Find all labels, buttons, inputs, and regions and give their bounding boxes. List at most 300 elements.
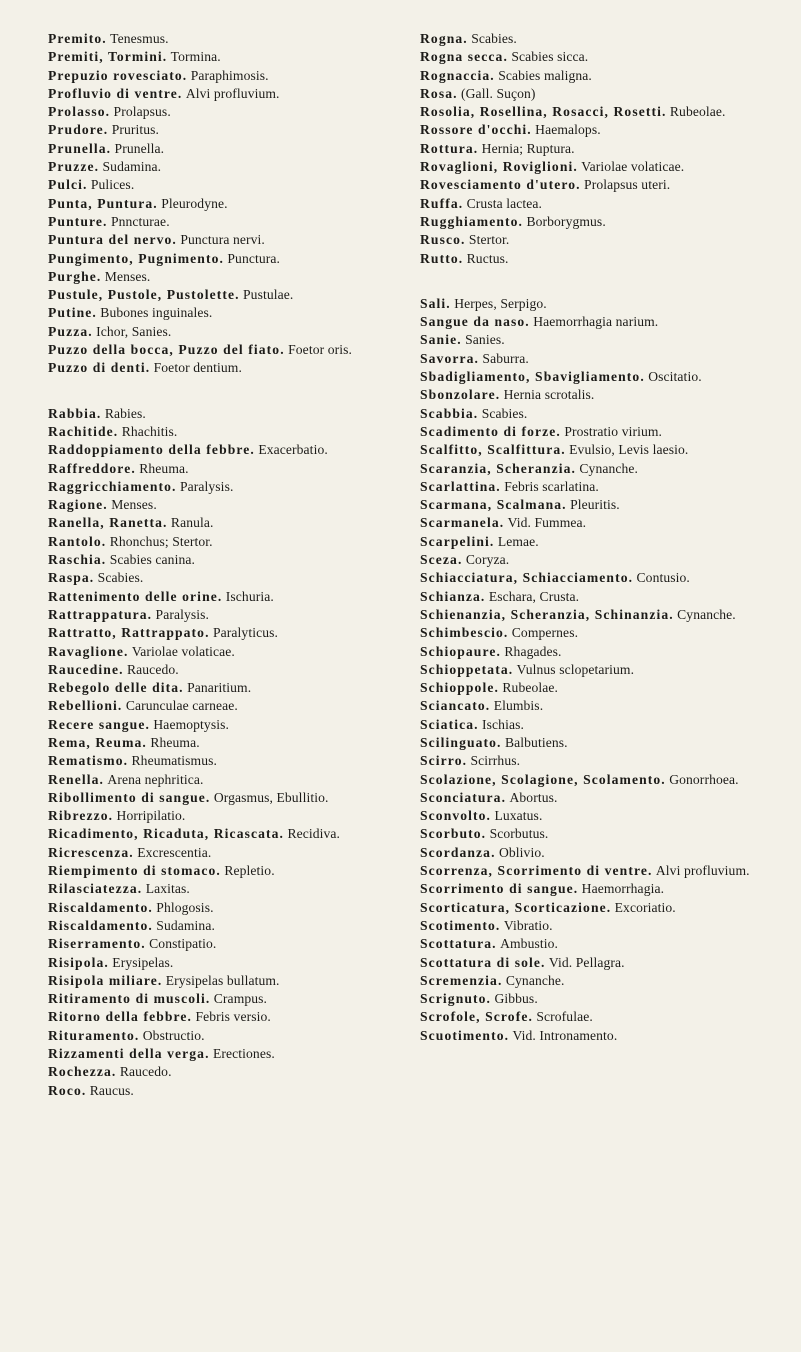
- entry-term: Ravaglione.: [48, 643, 129, 659]
- entry-definition: Prunella.: [114, 140, 165, 156]
- entry-definition: Vid. Intronamento.: [512, 1027, 618, 1043]
- dictionary-entry: [420, 231, 767, 249]
- dictionary-entry: [420, 313, 767, 331]
- entry-definition: Alvi profluvium.: [655, 863, 750, 879]
- dictionary-entry: [48, 661, 400, 679]
- entry-definition: Scorbutus.: [489, 826, 549, 842]
- dictionary-entry: [48, 304, 400, 322]
- entry-definition: Laxitas.: [145, 881, 190, 897]
- entry-term: Rognaccia.: [420, 67, 495, 83]
- dictionary-entry: [48, 862, 400, 880]
- entry-definition: Menses.: [104, 268, 151, 284]
- dictionary-entry: [48, 48, 400, 66]
- dictionary-entry: [48, 771, 400, 789]
- entry-definition: Herpes, Serpigo.: [454, 295, 547, 311]
- entry-definition: Repletio.: [224, 863, 275, 879]
- entry-definition: Erysipelas.: [112, 954, 174, 970]
- entry-definition: Balbutiens.: [504, 734, 568, 750]
- entry-term: Puzzo della bocca, Puzzo del fiato.: [48, 342, 285, 358]
- entry-definition: Raucus.: [89, 1082, 134, 1098]
- section-s: [420, 295, 767, 1045]
- entry-definition: Rheumatismus.: [131, 753, 218, 769]
- dictionary-entry: [420, 103, 767, 121]
- entry-definition: Variolae volaticae.: [581, 159, 685, 175]
- entry-term: Punta, Puntura.: [48, 195, 158, 211]
- dictionary-entry: [420, 1008, 767, 1026]
- section-gap: [420, 268, 767, 295]
- dictionary-entry: [48, 990, 400, 1008]
- entry-definition: Arena nephritica.: [107, 771, 204, 787]
- entry-definition: Scrofulae.: [536, 1009, 593, 1025]
- entry-term: Scirro.: [420, 753, 468, 769]
- entry-definition: Ischias.: [482, 716, 524, 732]
- dictionary-entry: [420, 697, 767, 715]
- entry-term: Sconvolto.: [420, 808, 492, 824]
- entry-definition: Pleurodyne.: [161, 195, 228, 211]
- entry-term: Scottatura.: [420, 936, 497, 952]
- entry-term: Rematismo.: [48, 753, 129, 769]
- entry-term: Puntura del nervo.: [48, 232, 177, 248]
- dictionary-entry: [420, 606, 767, 624]
- entry-definition: Borborygmus.: [526, 213, 606, 229]
- entry-definition: Gonorrhoea.: [669, 771, 739, 787]
- entry-definition: Gibbus.: [494, 991, 538, 1007]
- dictionary-entry: [48, 341, 400, 359]
- dictionary-entry: [420, 789, 767, 807]
- dictionary-entry: [420, 478, 767, 496]
- dictionary-entry: [48, 1082, 400, 1100]
- dictionary-entry: [48, 606, 400, 624]
- entry-definition: Ambustio.: [500, 936, 559, 952]
- dictionary-entry: [48, 789, 400, 807]
- entry-definition: Sudamina.: [102, 159, 162, 175]
- entry-term: Ranella, Ranetta.: [48, 515, 168, 531]
- entry-definition: Elumbis.: [493, 698, 544, 714]
- entry-term: Putine.: [48, 305, 97, 321]
- dictionary-entry: [420, 1027, 767, 1045]
- entry-term: Scorrenza, Scorrimento di ventre.: [420, 863, 653, 879]
- entry-term: Ribollimento di sangue.: [48, 789, 211, 805]
- dictionary-entry: [420, 195, 767, 213]
- entry-term: Rosa.: [420, 85, 458, 101]
- entry-definition: Orgasmus, Ebullitio.: [213, 789, 329, 805]
- entry-term: Rema, Reuma.: [48, 734, 147, 750]
- entry-definition: Rubeolae.: [502, 680, 559, 696]
- dictionary-entry: [48, 460, 400, 478]
- dictionary-entry: [48, 514, 400, 532]
- entry-definition: Cynanche.: [677, 606, 736, 622]
- entry-term: Rusco.: [420, 232, 466, 248]
- entry-term: Premito.: [48, 31, 107, 46]
- section-r-left: [48, 405, 400, 1100]
- right-column: [420, 30, 767, 1045]
- entry-definition: Vid. Fummea.: [507, 515, 587, 531]
- entry-term: Rantolo.: [48, 533, 107, 549]
- entry-term: Puzzo di denti.: [48, 360, 151, 376]
- entry-definition: Rhagades.: [504, 643, 562, 659]
- dictionary-entry: [48, 825, 400, 843]
- entry-term: Savorra.: [420, 350, 480, 366]
- entry-term: Rogna.: [420, 31, 468, 46]
- dictionary-entry: [48, 917, 400, 935]
- entry-definition: Scirrhus.: [470, 753, 521, 769]
- entry-term: Sbonzolare.: [420, 387, 501, 403]
- dictionary-entry: [420, 496, 767, 514]
- dictionary-entry: [48, 231, 400, 249]
- dictionary-entry: [420, 250, 767, 268]
- dictionary-entry: [420, 67, 767, 85]
- entry-term: Rugghiamento.: [420, 213, 524, 229]
- entry-definition: Obstructio.: [142, 1027, 205, 1043]
- dictionary-entry: [420, 972, 767, 990]
- entry-term: Schioppole.: [420, 680, 499, 696]
- entry-term: Scaranzia, Scheranzia.: [420, 460, 576, 476]
- entry-definition: Pruritus.: [111, 122, 160, 138]
- dictionary-entry: [48, 496, 400, 514]
- entry-definition: Rheuma.: [139, 460, 189, 476]
- entry-definition: Foetor dentium.: [153, 360, 242, 376]
- entry-term: Ruffa.: [420, 195, 464, 211]
- entry-definition: Ranula.: [170, 515, 214, 531]
- dictionary-entry: [48, 286, 400, 304]
- dictionary-entry: [48, 85, 400, 103]
- entry-definition: Pustulae.: [243, 287, 294, 303]
- entry-term: Scilinguato.: [420, 734, 502, 750]
- entry-definition: Excrescentia.: [137, 844, 212, 860]
- entry-term: Scalfitto, Scalfittura.: [420, 442, 566, 458]
- entry-definition: Paraphimosis.: [190, 67, 269, 83]
- dictionary-entry: [420, 441, 767, 459]
- entry-term: Rabbia.: [48, 405, 102, 421]
- entry-term: Raffreddore.: [48, 460, 136, 476]
- dictionary-entry: [48, 624, 400, 642]
- section-gap: [48, 378, 400, 405]
- entry-term: Schiopaure.: [420, 643, 501, 659]
- dictionary-entry: [420, 295, 767, 313]
- entry-term: Schioppetata.: [420, 661, 514, 677]
- entry-definition: Stertor.: [468, 232, 510, 248]
- entry-term: Premiti, Tormini.: [48, 49, 168, 65]
- entry-definition: Prolapsus uteri.: [584, 177, 671, 193]
- entry-term: Schianza.: [420, 588, 486, 604]
- entry-term: Rutto.: [420, 250, 464, 266]
- entry-term: Sali.: [420, 295, 451, 311]
- entry-definition: Oblivio.: [498, 844, 545, 860]
- entry-definition: Scabies.: [481, 405, 528, 421]
- dictionary-entry: [420, 624, 767, 642]
- entry-term: Sciancato.: [420, 698, 491, 714]
- entry-definition: Scabies canina.: [109, 552, 195, 568]
- entry-term: Rattratto, Rattrappato.: [48, 625, 210, 641]
- dictionary-entry: [48, 268, 400, 286]
- dictionary-entry: [420, 423, 767, 441]
- dictionary-entry: [420, 752, 767, 770]
- entry-term: Rituramento.: [48, 1027, 140, 1043]
- entry-definition: Coryza.: [465, 552, 510, 568]
- entry-term: Scorbuto.: [420, 826, 487, 842]
- entry-term: Sanie.: [420, 332, 462, 348]
- entry-definition: Cynanche.: [579, 460, 639, 476]
- entry-term: Punture.: [48, 213, 108, 229]
- dictionary-entry: [420, 954, 767, 972]
- entry-term: Scarmanela.: [420, 515, 505, 531]
- entry-term: Sconciatura.: [420, 789, 507, 805]
- entry-definition: Oscitatio.: [648, 369, 702, 385]
- entry-term: Raspa.: [48, 570, 95, 586]
- entry-term: Riscaldamento.: [48, 917, 153, 933]
- dictionary-entry: [420, 771, 767, 789]
- dictionary-entry: [48, 359, 400, 377]
- dictionary-entry: [420, 368, 767, 386]
- dictionary-entry: [420, 533, 767, 551]
- entry-term: Sceza.: [420, 552, 463, 568]
- entry-definition: Febris scarlatina.: [504, 478, 599, 494]
- entry-definition: Rhonchus; Stertor.: [109, 533, 213, 549]
- dictionary-entry: [48, 899, 400, 917]
- entry-definition: Raucedo.: [126, 661, 179, 677]
- entry-term: Scolazione, Scolagione, Scolamento.: [420, 771, 666, 787]
- dictionary-entry: [420, 85, 767, 103]
- dictionary-entry: [48, 158, 400, 176]
- dictionary-entry: [48, 103, 400, 121]
- dictionary-entry: [48, 569, 400, 587]
- entry-definition: Prostratio virium.: [564, 423, 663, 439]
- entry-definition: Pulices.: [90, 177, 135, 193]
- entry-definition: Phlogosis.: [156, 899, 214, 915]
- entry-definition: Horripilatio.: [116, 808, 186, 824]
- dictionary-entry: [420, 140, 767, 158]
- dictionary-entry: [48, 176, 400, 194]
- entry-term: Prepuzio rovesciato.: [48, 67, 188, 83]
- dictionary-entry: [48, 441, 400, 459]
- dictionary-entry: [420, 661, 767, 679]
- dictionary-entry: [420, 643, 767, 661]
- entry-definition: Alvi profluvium.: [185, 85, 280, 101]
- entry-term: Rachitide.: [48, 423, 119, 439]
- entry-term: Schiacciatura, Schiacciamento.: [420, 570, 634, 586]
- entry-definition: Ichor, Sanies.: [96, 323, 172, 339]
- entry-definition: Febris versio.: [195, 1009, 271, 1025]
- entry-term: Pruzze.: [48, 159, 100, 175]
- dictionary-entry: [420, 213, 767, 231]
- dictionary-entry: [420, 844, 767, 862]
- entry-term: Risipola miliare.: [48, 972, 163, 988]
- entry-term: Sciatica.: [420, 716, 479, 732]
- dictionary-entry: [48, 213, 400, 231]
- entry-definition: Prolapsus.: [113, 104, 171, 120]
- entry-term: Scordanza.: [420, 844, 496, 860]
- dictionary-entry: [48, 67, 400, 85]
- entry-definition: Bubones inguinales.: [100, 305, 213, 321]
- dictionary-entry: [420, 551, 767, 569]
- entry-term: Schienanzia, Scheranzia, Schinanzia.: [420, 606, 674, 622]
- entry-definition: Haemalops.: [535, 122, 601, 138]
- dictionary-entry: [420, 176, 767, 194]
- dictionary-entry: [48, 935, 400, 953]
- entry-definition: Paralysis.: [155, 606, 210, 622]
- dictionary-entry: [420, 588, 767, 606]
- entry-term: Scadimento di forze.: [420, 423, 561, 439]
- dictionary-entry: [420, 569, 767, 587]
- entry-term: Scorticatura, Scorticazione.: [420, 899, 612, 915]
- entry-definition: Eschara, Crusta.: [488, 588, 580, 604]
- entry-term: Ricrescenza.: [48, 844, 134, 860]
- dictionary-entry: [48, 752, 400, 770]
- dictionary-entry: [48, 405, 400, 423]
- entry-definition: Carunculae carneae.: [125, 698, 238, 714]
- entry-definition: Erysipelas bullatum.: [165, 972, 280, 988]
- entry-definition: Rheuma.: [150, 734, 200, 750]
- entry-term: Raddoppiamento della febbre.: [48, 442, 255, 458]
- entry-term: Rossore d'occhi.: [420, 122, 532, 138]
- entry-term: Ragione.: [48, 497, 108, 513]
- dictionary-entry: [48, 195, 400, 213]
- dictionary-entry: [48, 250, 400, 268]
- entry-definition: Haemoptysis.: [153, 716, 229, 732]
- entry-definition: Crampus.: [213, 991, 268, 1007]
- entry-definition: Haemorrhagia narium.: [533, 314, 659, 330]
- dictionary-entry: [420, 121, 767, 139]
- entry-term: Sangue da naso.: [420, 314, 530, 330]
- entry-term: Riserramento.: [48, 936, 146, 952]
- entry-term: Puzza.: [48, 323, 93, 339]
- entry-term: Risipola.: [48, 954, 109, 970]
- dictionary-entry: [420, 899, 767, 917]
- dictionary-entry: [48, 1045, 400, 1063]
- entry-term: Scotimento.: [420, 917, 501, 933]
- entry-definition: Menses.: [111, 497, 157, 513]
- entry-definition: Scabies.: [471, 31, 517, 46]
- dictionary-entry: [48, 716, 400, 734]
- dictionary-entry: [48, 643, 400, 661]
- entry-term: Prunella.: [48, 140, 112, 156]
- entry-term: Purghe.: [48, 268, 102, 284]
- dictionary-entry: [48, 1027, 400, 1045]
- entry-definition: Scabies sicca.: [511, 49, 589, 65]
- dictionary-entry: [420, 734, 767, 752]
- dictionary-entry: [48, 1008, 400, 1026]
- entry-definition: Abortus.: [509, 789, 558, 805]
- entry-definition: Erectiones.: [212, 1046, 275, 1062]
- entry-term: Rovesciamento d'utero.: [420, 177, 581, 193]
- entry-term: Prolasso.: [48, 104, 111, 120]
- entry-definition: Sudamina.: [156, 917, 215, 933]
- dictionary-entry: [48, 1063, 400, 1081]
- entry-term: Ritorno della febbre.: [48, 1009, 193, 1025]
- entry-term: Schimbescio.: [420, 625, 509, 641]
- entry-definition: Panaritium.: [187, 680, 252, 696]
- entry-term: Raschia.: [48, 552, 107, 568]
- entry-term: Pungimento, Pugnimento.: [48, 250, 224, 266]
- entry-definition: Rhachitis.: [121, 423, 178, 439]
- dictionary-entry: [420, 30, 767, 48]
- entry-term: Scabbia.: [420, 405, 479, 421]
- entry-term: Pustule, Pustole, Pustolette.: [48, 287, 240, 303]
- entry-term: Ritiramento di muscoli.: [48, 991, 211, 1007]
- entry-definition: Vibratio.: [503, 917, 553, 933]
- entry-term: Pulci.: [48, 177, 88, 193]
- dictionary-entry: [48, 880, 400, 898]
- dictionary-entry: [420, 405, 767, 423]
- entry-term: Scottatura di sole.: [420, 954, 546, 970]
- dictionary-entry: [420, 331, 767, 349]
- entry-definition: Exacerbatio.: [258, 442, 328, 458]
- entry-term: Rattenimento delle orine.: [48, 588, 223, 604]
- dictionary-entry: [420, 386, 767, 404]
- entry-definition: Ructus.: [466, 250, 509, 266]
- entry-definition: Variolae volaticae.: [131, 643, 235, 659]
- entry-definition: Paralysis.: [179, 478, 234, 494]
- entry-term: Sbadigliamento, Sbavigliamento.: [420, 369, 645, 385]
- entry-definition: Tormina.: [170, 49, 221, 65]
- entry-term: Scrignuto.: [420, 991, 492, 1007]
- entry-term: Prudore.: [48, 122, 109, 138]
- entry-definition: Recidiva.: [287, 826, 341, 842]
- entry-term: Rebellioni.: [48, 698, 123, 714]
- entry-term: Profluvio di ventre.: [48, 85, 183, 101]
- entry-term: Rizzamenti della verga.: [48, 1046, 210, 1062]
- entry-term: Ricadimento, Ricaduta, Ricascata.: [48, 826, 285, 842]
- entry-definition: Pleuritis.: [570, 497, 620, 513]
- entry-definition: Contusio.: [636, 570, 690, 586]
- dictionary-entry: [420, 917, 767, 935]
- dictionary-entry: [420, 807, 767, 825]
- section-p: [48, 30, 400, 378]
- dictionary-entry: [48, 679, 400, 697]
- entry-definition: Haemorrhagia.: [581, 881, 665, 897]
- entry-term: Renella.: [48, 771, 104, 787]
- dictionary-entry: [48, 423, 400, 441]
- section-r-right: [420, 30, 767, 268]
- entry-definition: Punctura.: [227, 250, 281, 266]
- dictionary-entry: [48, 807, 400, 825]
- entry-term: Rattrappatura.: [48, 606, 153, 622]
- entry-term: Raggricchiamento.: [48, 478, 177, 494]
- entry-definition: Rubeolae.: [669, 104, 726, 120]
- dictionary-entry: [48, 478, 400, 496]
- entry-definition: Saburra.: [482, 350, 529, 366]
- entry-term: Ribrezzo.: [48, 808, 114, 824]
- entry-term: Rosolia, Rosellina, Rosacci, Rosetti.: [420, 104, 667, 120]
- entry-term: Rottura.: [420, 140, 479, 156]
- dictionary-entry: [420, 990, 767, 1008]
- entry-definition: Hernia; Ruptura.: [481, 140, 575, 156]
- dictionary-entry: [48, 972, 400, 990]
- dictionary-entry: [48, 30, 400, 48]
- dictionary-entry: [48, 533, 400, 551]
- entry-term: Scarpelini.: [420, 533, 495, 549]
- left-column: [48, 30, 400, 1100]
- entry-definition: Rabies.: [104, 405, 146, 421]
- entry-definition: Pnncturae.: [110, 213, 170, 229]
- entry-definition: Vid. Pellagra.: [548, 954, 625, 970]
- entry-term: Raucedine.: [48, 661, 124, 677]
- entry-term: Recere sangue.: [48, 716, 150, 732]
- dictionary-entry: [48, 588, 400, 606]
- entry-definition: Paralyticus.: [213, 625, 279, 641]
- entry-term: Scarmana, Scalmana.: [420, 497, 567, 513]
- entry-term: Rovaglioni, Roviglioni.: [420, 159, 578, 175]
- entry-definition: Punctura nervi.: [180, 232, 265, 248]
- entry-term: Roco.: [48, 1082, 87, 1098]
- dictionary-entry: [420, 48, 767, 66]
- entry-term: Scuotimento.: [420, 1027, 510, 1043]
- dictionary-entry: [420, 679, 767, 697]
- entry-definition: Cynanche.: [505, 972, 565, 988]
- entry-definition: Tenesmus.: [110, 31, 169, 46]
- entry-definition: Constipatio.: [149, 936, 217, 952]
- entry-term: Rochezza.: [48, 1064, 117, 1080]
